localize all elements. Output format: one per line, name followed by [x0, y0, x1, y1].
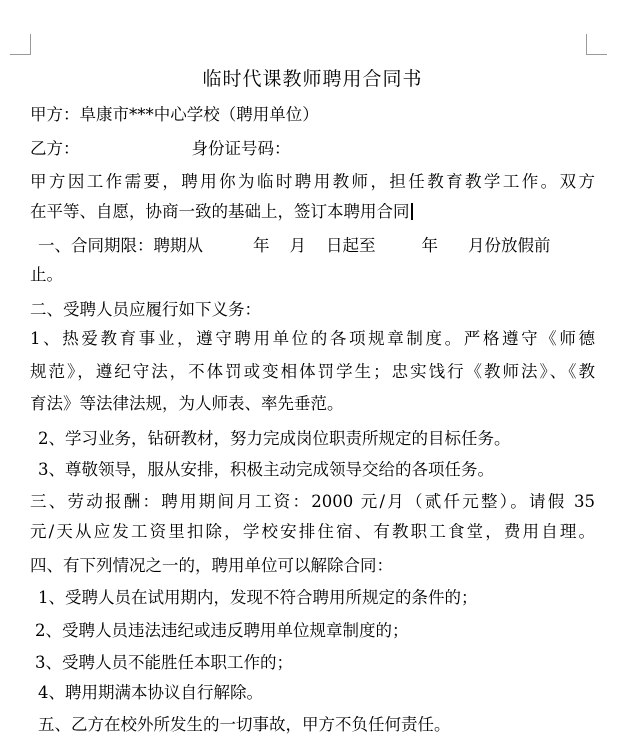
section-4-heading: 四、有下列情况之一的，聘用单位可以解除合同： — [30, 556, 393, 575]
section-1-line-2: 止。 — [30, 265, 63, 284]
party-b-label: 乙方： — [30, 139, 80, 158]
intro-line-2 — [30, 201, 595, 223]
section-2-item-2: 2、学习业务，钻研教材，努力完成岗位职责所规定的目标任务。 — [38, 429, 511, 448]
section-1-day-start: 日起至 — [326, 236, 376, 255]
section-2-heading: 二、受聘人员应履行如下义务： — [30, 300, 261, 319]
section-5-line: 五、乙方在校外所发生的一切事故，甲方不负任何责任。 — [38, 715, 451, 734]
section-3-line-2: 元/天从应发工资里扣除，学校安排住宿、有教职工食堂，费用自理。 — [30, 522, 595, 541]
document-title: 临时代课教师聘用合同书 — [202, 68, 423, 90]
party-a-line — [30, 104, 595, 126]
section-1-month-1: 月 — [289, 236, 306, 255]
section-2-item-1-line-2: 规范》，遵纪守法，不体罚或变相体罚学生；忠实饯行《教师法》、《教 — [30, 362, 595, 381]
section-2-item-1-line-1: 1、热爱教育事业，遵守聘用单位的各项规章制度。严格遵守《师德 — [30, 329, 595, 348]
section-4-item-3: 3、受聘人员不能胜任本职工作的； — [35, 653, 293, 672]
crop-mark-top-left — [10, 34, 31, 55]
section-1-line-1 — [38, 235, 603, 257]
party-b-line — [30, 138, 595, 160]
id-number-label: 身份证号码： — [191, 139, 291, 158]
section-4-item-2: 2、受聘人员违法违纪或违反聘用单位规章制度的； — [35, 621, 409, 640]
section-1-year-1: 年 — [253, 236, 270, 255]
section-1-label: 一、合同期限：聘期从 — [38, 236, 203, 255]
party-a-label: 甲方： — [30, 105, 80, 124]
text-cursor — [411, 203, 413, 220]
intro-line-1: 甲方因工作需要，聘用你为临时聘用教师，担任教育教学工作。双方 — [30, 172, 595, 191]
section-4-item-4: 4、聘用期满本协议自行解除。 — [38, 683, 263, 702]
party-a-value: 阜康市***中心学校（聘用单位） — [79, 105, 319, 124]
section-3-line-1: 三、劳动报酬：聘用期间月工资：2000 元/月（贰仟元整）。请假 35 — [30, 492, 595, 511]
section-2-item-1-line-3: 育法》等法律法规，为人师表、率先垂范。 — [30, 394, 344, 413]
section-4-item-1: 1、受聘人员在试用期内，发现不符合聘用所规定的条件的； — [38, 588, 478, 607]
section-1-year-2: 年 — [421, 236, 438, 255]
intro-line-2-text: 在平等、自愿，协商一致的基础上，签订本聘用合同 — [30, 202, 410, 221]
section-2-item-3: 3、尊敬领导，服从安排，积极主动完成领导交给的各项任务。 — [38, 460, 494, 479]
crop-mark-top-right — [586, 34, 607, 55]
section-1-end: 月份放假前 — [468, 236, 551, 255]
